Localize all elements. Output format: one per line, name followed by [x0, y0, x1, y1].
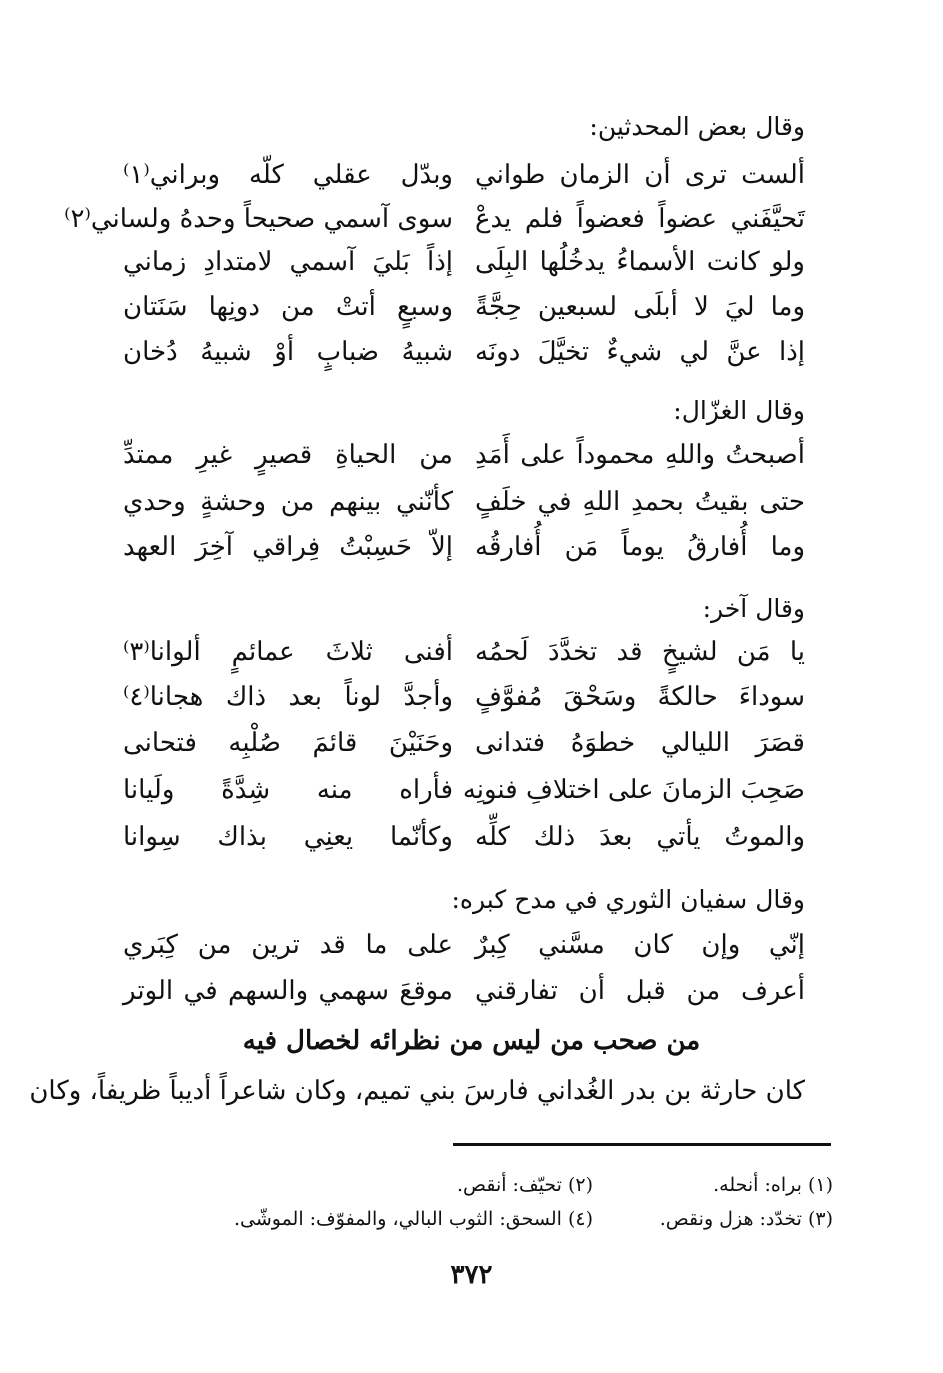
verse-first-hemistich: أعرف من قبل أن تفارقني [475, 976, 805, 1006]
verse-second-hemistich: فأراه منه شِدَّةً ولَيانا [123, 775, 453, 805]
verse-first-hemistich: وما أُفارقُ يوماً مَن أُفارقُه [475, 532, 805, 562]
verse-first-hemistich: أصبحتُ واللهِ محموداً على أَمَدِ [475, 440, 805, 470]
verse-first-hemistich: سوداءَ حالكةً وسَحْقَ مُفوَّفٍ [475, 682, 805, 712]
verse-second-hemistich: موقعَ سهمي والسهم في الوتر [123, 976, 453, 1006]
verse-second-hemistich: أفنى ثلاثَ عمائمٍ ألوانا⁽٣⁾ [123, 637, 453, 667]
footnote-4: (٤) السحق: الثوب البالي، والمفوّف: الموشّى. [233, 1208, 593, 1230]
verse-second-hemistich: إلاّ حَسِبْتُ فِراقي آخِرَ العهد [123, 532, 453, 562]
verse-line [0, 292, 943, 338]
poem-heading-1: وقال بعض المحدثين: [589, 112, 805, 141]
verse-line [0, 532, 943, 578]
prose-paragraph: كان حارثة بن بدر الغُداني فارسَ بني تميم، وكان شاعراً أديباً ظريفاً، وكان [29, 1076, 805, 1106]
footnote-divider [453, 1143, 831, 1146]
verse-first-hemistich: يا مَن لشيخٍ قد تخدَّدَ لَحمُه [475, 637, 805, 667]
footnote-3: (٣) تخدّد: هزل ونقص. [659, 1208, 833, 1230]
verse-line [0, 775, 943, 821]
verse-line [0, 440, 943, 486]
verse-first-hemistich: ولو كانت الأسماءُ يدخُلُها البِلَى [475, 247, 805, 277]
verse-first-hemistich: تَحيَّفَني عضواً فعضواً فلم يدعْ [475, 204, 805, 234]
verse-second-hemistich: سوى آسمي صحيحاً وحدهُ ولساني⁽٢⁾ [64, 204, 453, 234]
verse-first-hemistich: ألست ترى أن الزمان طواني [475, 160, 805, 190]
verse-line [0, 160, 943, 206]
verse-second-hemistich: شبيهُ ضبابٍ أوْ شبيهُ دُخان [123, 337, 453, 367]
verse-first-hemistich: قصَرَ الليالي خطوَهُ فتدانى [475, 728, 805, 758]
verse-second-hemistich: إذاً بَليَ آسمي لامتدادِ زماني [123, 247, 453, 277]
verse-first-hemistich: إذا عنَّ لي شيءٌ تخيَّلَ دونَه [475, 337, 805, 367]
verse-line [0, 337, 943, 383]
verse-first-hemistich: حتى بقيتُ بحمدِ اللهِ في خلَفٍ [475, 487, 805, 517]
verse-line [0, 976, 943, 1022]
poem-heading-4: وقال سفيان الثوري في مدح كبره: [451, 885, 805, 914]
page-number: ٣٧٢ [450, 1260, 493, 1290]
verse-second-hemistich: وبدّل عقلي كلّه وبراني⁽١⁾ [123, 160, 453, 190]
verse-first-hemistich: صَحِبَ الزمانَ على اختلافِ فنونِه [462, 775, 805, 805]
verse-line [0, 682, 943, 728]
verse-line [0, 728, 943, 774]
poem-heading-2: وقال الغزّال: [673, 396, 805, 425]
verse-line [0, 822, 943, 868]
section-title: من صحب من ليس من نظرائه لخصال فيه [242, 1026, 701, 1056]
verse-first-hemistich: وما ليَ لا أبلَى لسبعين حِجَّةً [475, 292, 805, 322]
verse-second-hemistich: وحَنَيْنَ قائمَ صُلْبِه فتحانى [123, 728, 453, 758]
verse-second-hemistich: وأجدَّ لوناً بعد ذاك هجانا⁽٤⁾ [123, 682, 453, 712]
verse-second-hemistich: على ما قد ترين من كِبَري [123, 930, 453, 960]
verse-second-hemistich: وكأنّما يعنِي بذاك سِوانا [123, 822, 453, 852]
footnote-1: (١) براه: أنحله. [713, 1174, 833, 1196]
verse-second-hemistich: من الحياةِ قصيرٍ غيرِ ممتدِّ [123, 440, 453, 470]
footnote-2: (٢) تحيّف: أنقص. [457, 1174, 593, 1196]
verse-line [0, 930, 943, 976]
verse-first-hemistich: إنّي وإن كان مسَّني كِبرٌ [475, 930, 805, 960]
poem-heading-3: وقال آخر: [702, 594, 805, 623]
verse-line [0, 204, 943, 250]
verse-line [0, 247, 943, 293]
verse-line [0, 637, 943, 683]
verse-line [0, 487, 943, 533]
verse-second-hemistich: كأنّني بينهم من وحشةٍ وحدي [123, 487, 453, 517]
verse-first-hemistich: والموتُ يأتي بعدَ ذلك كلِّه [475, 822, 805, 852]
verse-second-hemistich: وسبعٍ أتتْ من دونِها سَنَتان [123, 292, 453, 322]
